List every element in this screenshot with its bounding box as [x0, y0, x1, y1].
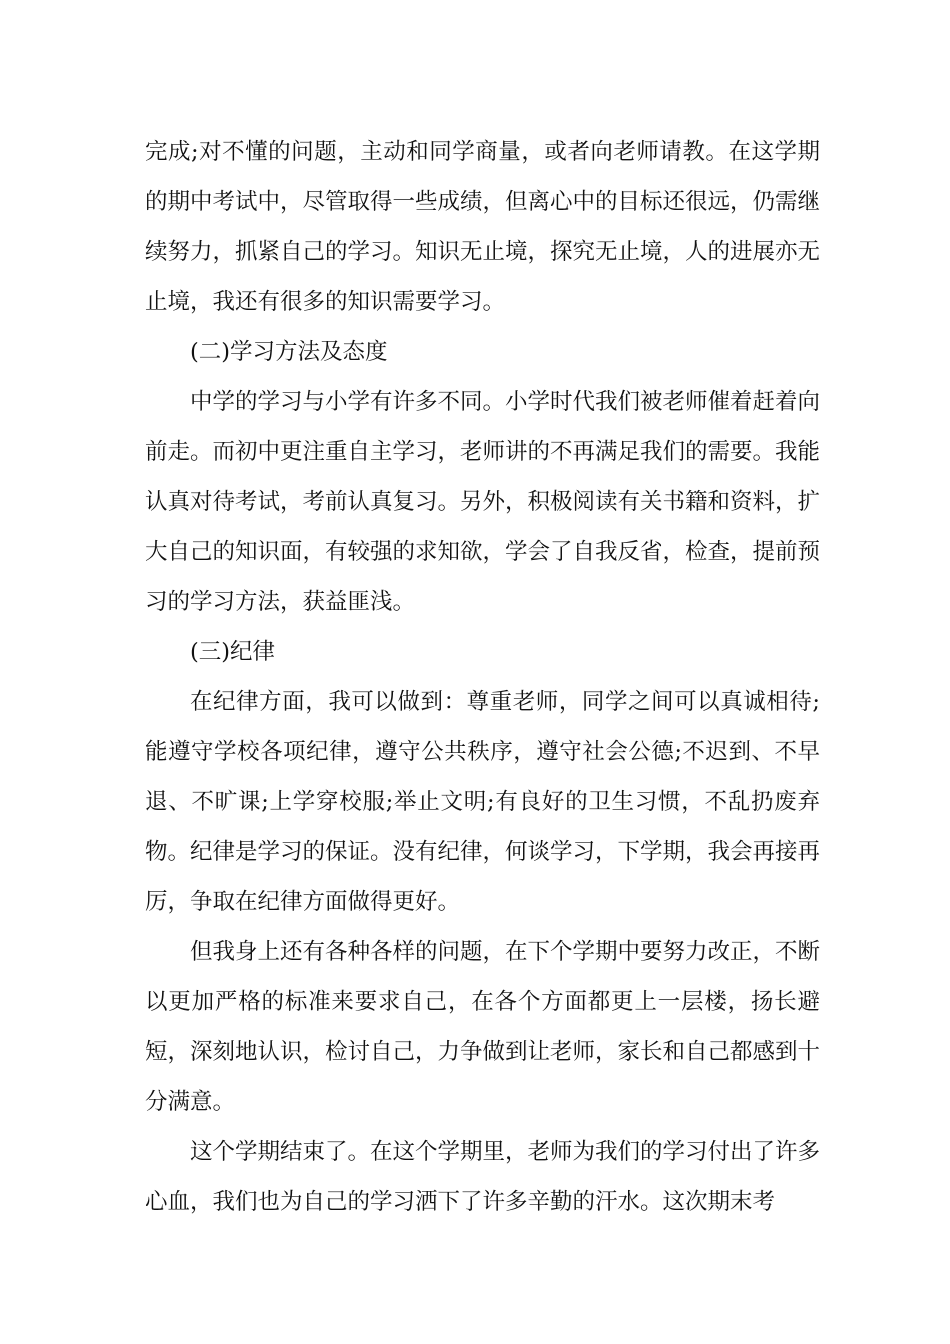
paragraph-continuation: 完成;对不懂的问题，主动和同学商量，或者向老师请教。在这学期的期中考试中，尽管取得一些成绩，但离心中的目标还很远，仍需继续努力，抓紧自己的学习。知识无止境，探究无止境，人的进展亦无止境，我还有很多的知识需要学习。 [145, 139, 821, 315]
section-heading-study-methods: (二)学习方法及态度 [190, 339, 388, 365]
paragraph-improvement: 但我身上还有各种各样的问题，在下个学期中要努力改正，不断以更加严格的标准来要求自己，在各个方面都更上一层楼，扬长避短，深刻地认识，检讨自己，力争做到让老师，家长和自己都感到十分满意。 [145, 939, 821, 1115]
paragraph-semester-end: 这个学期结束了。在这个学期里，老师为我们的学习付出了许多心血，我们也为自己的学习洒下了许多辛勤的汗水。这次期末考 [145, 1139, 821, 1215]
section-heading-discipline: (三)纪律 [190, 639, 276, 665]
paragraph-discipline: 在纪律方面，我可以做到：尊重老师，同学之间可以真诚相待;能遵守学校各项纪律，遵守公共秩序，遵守社会公德;不迟到、不早退、不旷课;上学穿校服;举止文明;有良好的卫生习惯，不乱扔废弃物。纪律是学习的保证。没有纪律，何谈学习，下学期，我会再接再厉，争取在纪律方面做得更好。 [145, 689, 821, 915]
document-body [145, 127, 820, 1227]
paragraph-study-methods: 中学的学习与小学有许多不同。小学时代我们被老师催着赶着向前走。而初中更注重自主学习，老师讲的不再满足我们的需要。我能认真对待考试，考前认真复习。另外，积极阅读有关书籍和资料，扩大自己的知识面，有较强的求知欲，学会了自我反省，检查，提前预习的学习方法，获益匪浅。 [145, 389, 821, 615]
